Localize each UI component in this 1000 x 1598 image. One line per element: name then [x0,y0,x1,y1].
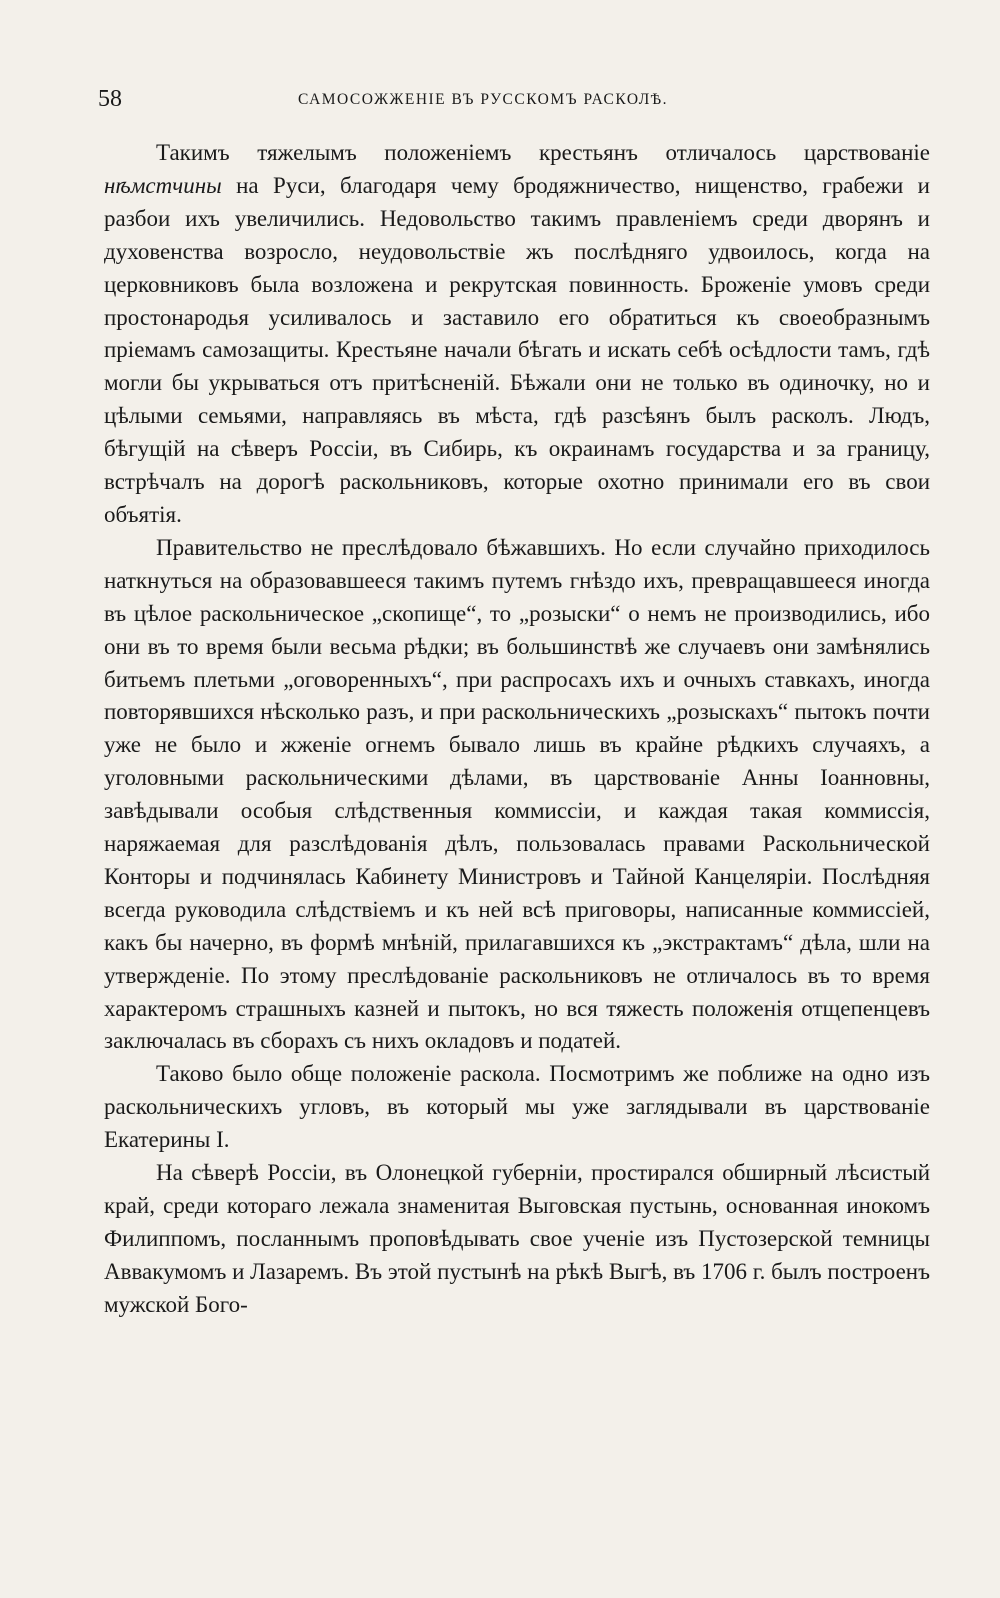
running-title: САМОСОЖЖЕНІЕ ВЪ РУССКОМЪ РАСКОЛѢ. [298,91,669,108]
body-text [104,137,930,1322]
paragraph-2: Правительство не преслѣдовало бѣжавшихъ. Но если случайно приходилось наткнуться на образовавшееся такимъ путемъ гнѣздо ихъ, превращавшееся иногда въ цѣлое раскольническое „скопище“, то „розыски“ о немъ не производились, ибо они въ то время были весьма рѣдки; въ большинствѣ же случаевъ они замѣнялись битьемъ плетьми „оговоренныхъ“, при распросахъ ихъ и очныхъ ставкахъ, иногда повторявшихся нѣсколько разъ, и при раскольническихъ „розыскахъ“ пытокъ почти уже не было и жженіе огнемъ бывало лишь въ крайне рѣдкихъ случаяхъ, а уголовными раскольническими дѣлами, въ царствованіе Анны Іоанновны, завѣдывали особыя слѣдственныя коммиссіи, и каждая такая коммиссія, наряжаемая для разслѣдованія дѣлъ, пользовалась правами Раскольнической Конторы и подчинялась Кабинету Министровъ и Тайной Канцеляріи. Послѣдняя всегда руководила слѣдствіемъ и къ ней всѣ приговоры, написанные коммиссіей, какъ бы начерно, въ формѣ мнѣній, прилагавшихся къ „экстрактамъ“ дѣла, шли на утвержденіе. По этому преслѣдованіе раскольниковъ не отличалось въ то время характеромъ страшныхъ казней и пытокъ, но вся тяжесть положенія отщепенцевъ заключалась въ сборахъ съ нихъ окладовъ и податей. [104,534,930,1054]
paragraph-1-italic-word: нѣмстчины [104,172,222,198]
paragraph-1-rest: на Руси, благодаря чему бродяжничество, нищенство, грабежи и разбои ихъ увеличились. Недовольство такимъ правленіемъ среди дворянъ и духовенства возросло, неудовольствіе жъ послѣдняго удвоилось, когда на церковниковъ была возложена и рекрутская повинность. Броженіе умовъ среди простонародья усиливалось и заставило его обратиться къ своеобразнымъ пріемамъ самозащиты. Крестьяне начали бѣгать и искать себѣ осѣдлости тамъ, гдѣ могли бы укрываться отъ притѣсненій. Бѣжали они не только въ одиночку, но и цѣлыми семьями, направляясь въ мѣста, гдѣ разсѣянъ былъ расколъ. Людъ, бѣгущій на сѣверъ Россіи, въ Сибирь, къ окраинамъ государства и за границу, встрѣчалъ на дорогѣ раскольниковъ, которые охотно принимали его въ свои объятія. [104,172,930,527]
paragraph-1 [104,137,930,532]
running-head [98,86,928,116]
paragraph-3: Таково было обще положеніе раскола. Посмотримъ же поближе на одно изъ раскольническихъ угловъ, въ который мы уже заглядывали въ царствованіе Екатерины I. [104,1061,930,1153]
page-number: 58 [98,86,122,112]
paragraph-4: На сѣверѣ Россіи, въ Олонецкой губерніи, простирался обширный лѣсистый край, среди котораго лежала знаменитая Выговская пустынь, основанная инокомъ Филиппомъ, посланнымъ проповѣдывать свое ученіе изъ Пустозерской темницы Аввакумомъ и Лазаремъ. Въ этой пустынѣ на рѣкѣ Выгѣ, въ 1706 г. былъ построенъ мужской Бого- [104,1160,930,1317]
paragraph-1-lead: Такимъ тяжелымъ положеніемъ крестьянъ отличалось царствованіе [156,140,930,165]
